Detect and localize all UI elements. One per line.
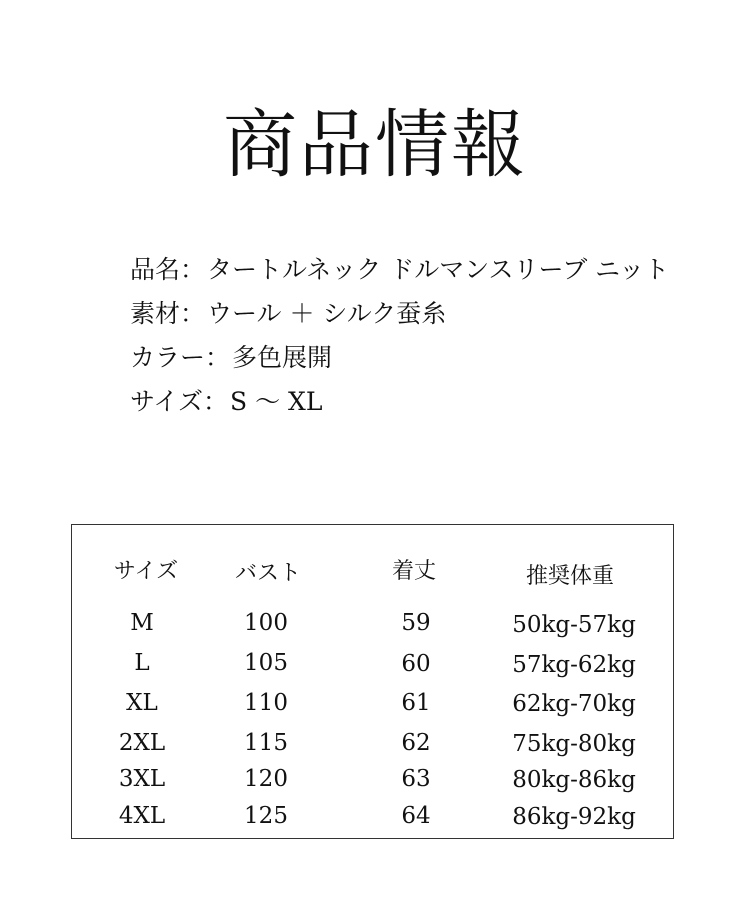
table-cell-bust: 125 bbox=[244, 803, 288, 829]
info-row-name bbox=[130, 248, 669, 292]
info-value: タートルネック ドルマンスリーブ ニット bbox=[207, 255, 670, 284]
table-cell-bust: 115 bbox=[244, 730, 288, 756]
table-cell-bust: 120 bbox=[244, 766, 288, 792]
table-cell-length: 63 bbox=[401, 766, 431, 792]
table-cell-size: 2XL bbox=[118, 730, 166, 756]
product-info bbox=[130, 248, 669, 424]
table-cell-length: 61 bbox=[401, 690, 431, 716]
table-cell-size: XL bbox=[126, 690, 158, 716]
table-cell-bust: 110 bbox=[244, 690, 288, 716]
header-weight: 推奨体重 bbox=[525, 564, 615, 589]
table-cell-size: 4XL bbox=[118, 803, 166, 829]
info-key: 素材 ： bbox=[130, 299, 205, 328]
table-cell-bust: 100 bbox=[244, 610, 288, 636]
table-cell-weight: 62kg-70kg bbox=[512, 691, 636, 717]
table-cell-size: 3XL bbox=[118, 766, 166, 792]
info-value: 多色展開 bbox=[232, 343, 333, 372]
info-row-size bbox=[130, 380, 669, 424]
table-cell-length: 60 bbox=[401, 651, 431, 677]
table-cell-length: 64 bbox=[401, 803, 431, 829]
table-cell-weight: 75kg-80kg bbox=[512, 731, 636, 757]
header-length: 着丈 bbox=[391, 559, 437, 584]
table-cell-weight: 86kg-92kg bbox=[512, 804, 636, 830]
info-row-color bbox=[130, 336, 669, 380]
table-cell-bust: 105 bbox=[244, 650, 288, 676]
table-cell-weight: 80kg-86kg bbox=[512, 767, 636, 793]
size-table bbox=[71, 524, 674, 839]
table-cell-weight: 50kg-57kg bbox=[512, 612, 636, 638]
info-key: サイズ ： bbox=[130, 387, 228, 416]
info-row-material bbox=[130, 292, 669, 336]
table-cell-length: 62 bbox=[401, 730, 431, 756]
header-bust: バスト bbox=[234, 561, 302, 586]
table-cell-size: M bbox=[130, 610, 154, 636]
header-size: サイズ bbox=[113, 559, 179, 584]
page-title: 商品情報 bbox=[223, 102, 527, 188]
info-key: カラー ： bbox=[130, 343, 230, 372]
table-cell-length: 59 bbox=[401, 610, 431, 636]
table-cell-size: L bbox=[134, 650, 150, 676]
info-value: ウール ＋ シルク蚕糸 bbox=[207, 299, 447, 328]
info-value: S 〜 XL bbox=[230, 387, 323, 416]
table-cell-weight: 57kg-62kg bbox=[512, 652, 636, 678]
info-key: 品名 ： bbox=[130, 255, 205, 284]
